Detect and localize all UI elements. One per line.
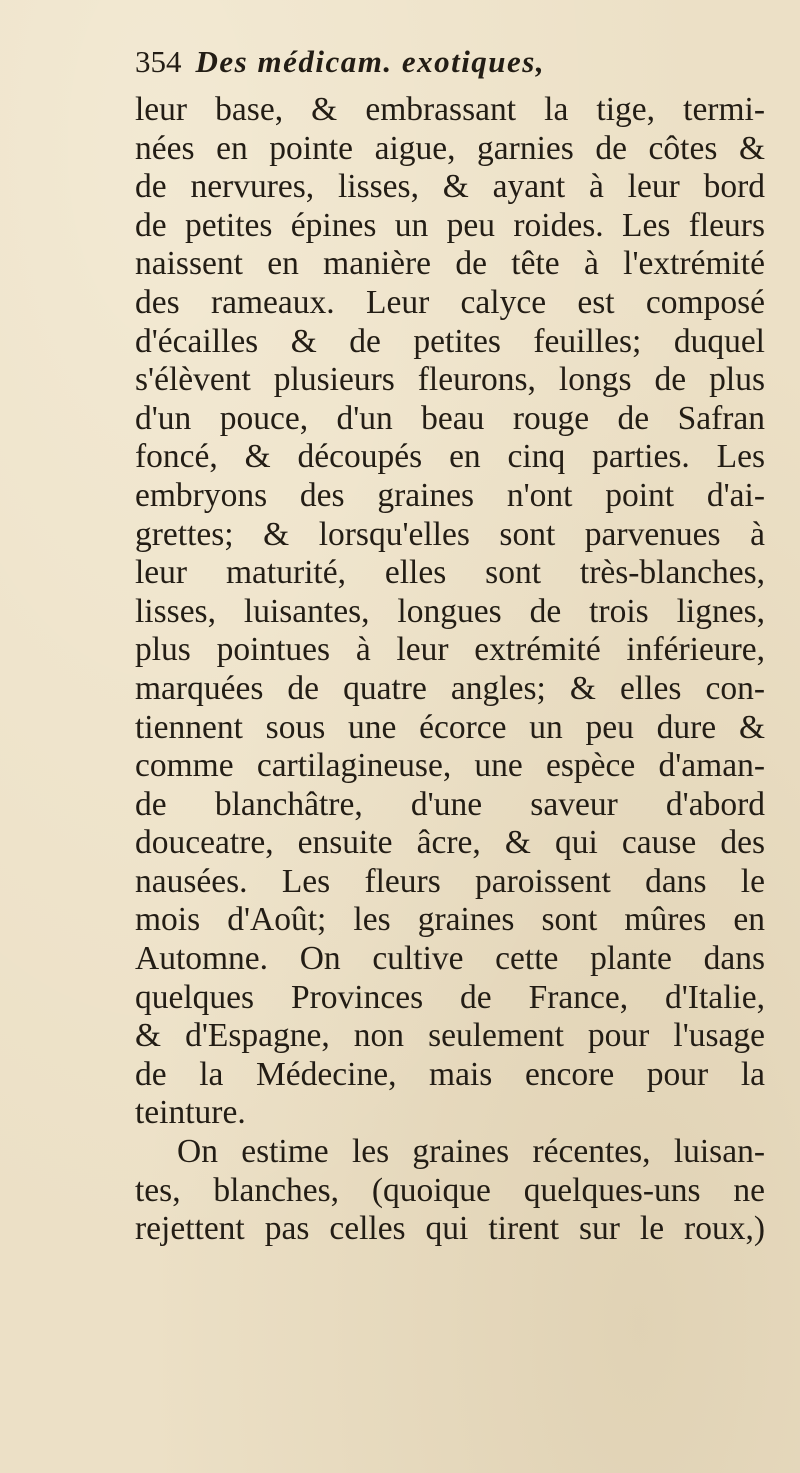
text-line: leur base, & embrassant la tige, termi-	[135, 91, 765, 128]
text-line: de nervures, lisses, & ayant à leur bord	[135, 168, 765, 206]
text-line: lisses, luisantes, longues de trois lignes,	[135, 592, 765, 630]
running-title: Des médicam. exotiques,	[195, 44, 546, 79]
text-line: de petites épines un peu roides. Les fleurs	[135, 206, 765, 244]
text-line: quelques Provinces de France, d'Italie,	[135, 978, 765, 1016]
text-line: de la Médecine, mais encore pour la	[135, 1055, 765, 1093]
text-line: plus pointues à leur extrémité inférieure,	[135, 631, 765, 669]
text-line: d'un pouce, d'un beau rouge de Safran	[135, 399, 765, 437]
paragraph-start-line: On estime les graines récentes, luisan-	[177, 1133, 765, 1171]
text-line: marquées de quatre angles; & elles con-	[135, 669, 765, 707]
text-line: douceatre, ensuite âcre, & qui cause des	[135, 824, 765, 862]
text-line: de blanchâtre, d'une saveur d'abord	[135, 785, 765, 823]
text-line: Automne. On cultive cette plante dans	[135, 940, 765, 978]
text-line: comme cartilagineuse, une espèce d'aman-	[135, 747, 765, 785]
text-line: mois d'Août; les graines sont mûres en	[135, 901, 765, 939]
page-number: 354	[135, 44, 182, 79]
body-text	[135, 91, 765, 1249]
text-line: d'écailles & de petites feuilles; duquel	[135, 322, 765, 360]
text-line: & d'Espagne, non seulement pour l'usage	[135, 1017, 765, 1055]
text-line: tes, blanches, (quoique quelques-uns ne	[135, 1171, 765, 1209]
text-line: nausées. Les fleurs paroissent dans le	[135, 862, 765, 900]
text-line: tiennent sous une écorce un peu dure &	[135, 708, 765, 746]
text-line: nées en pointe aigue, garnies de côtes &	[135, 129, 765, 167]
text-line: s'élèvent plusieurs fleurons, longs de plus	[135, 361, 765, 399]
text-line: rejettent pas celles qui tirent sur le roux,)	[135, 1210, 765, 1248]
text-line: des rameaux. Leur calyce est composé	[135, 283, 765, 321]
paragraph-end-line: teinture.	[135, 1094, 246, 1132]
text-line: leur maturité, elles sont très-blanches,	[135, 554, 765, 592]
text-line: foncé, & découpés en cinq parties. Les	[135, 438, 765, 476]
text-line: naissent en manière de tête à l'extrémité	[135, 245, 765, 283]
text-line: embryons des graines n'ont point d'ai-	[135, 476, 765, 514]
running-head	[135, 44, 775, 88]
text-line: grettes; & lorsqu'elles sont parvenues à	[135, 515, 765, 553]
